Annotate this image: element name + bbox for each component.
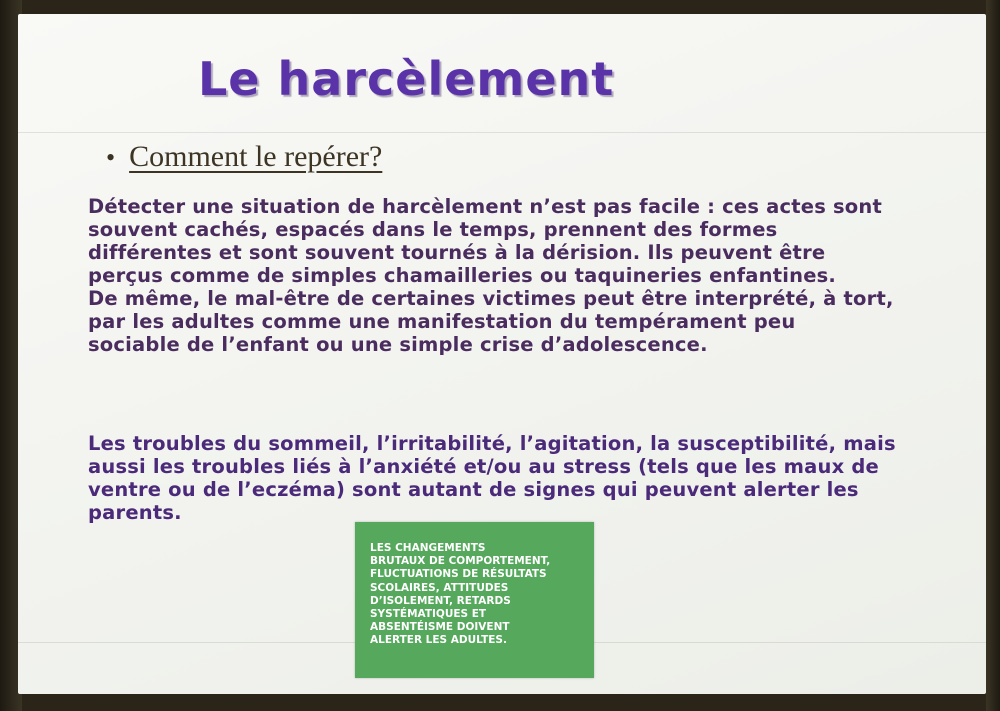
paragraph-line: perçus comme de simples chamailleries ou taquineries enfantines.: [88, 264, 837, 287]
callout-line: BRUTAUX DE COMPORTEMENT,: [370, 555, 551, 568]
paragraph-line: aussi les troubles liés à l’anxiété et/ou au stress (tels que les maux de: [88, 455, 879, 478]
paragraph-line: parents.: [88, 501, 182, 524]
slide-title: Le harcèlement: [198, 52, 615, 106]
paragraph-signs: [88, 432, 948, 524]
callout-line: ALERTER LES ADULTES.: [370, 634, 507, 647]
paragraph-line: Les troubles du sommeil, l’irritabilité, l’agitation, la susceptibilité, mais: [88, 432, 896, 455]
paragraph-line: différentes et sont souvent tournés à la dérision. Ils peuvent être: [88, 241, 826, 264]
bullet-heading-text: Comment le repérer?: [129, 140, 383, 173]
bullet-icon: •: [106, 143, 116, 172]
paragraph-line: ventre ou de l’eczéma) sont autant de signes qui peuvent alerter les: [88, 478, 859, 501]
paragraph-line: souvent cachés, espacés dans le temps, prennent des formes: [88, 218, 778, 241]
callout-line: D’ISOLEMENT, RETARDS: [370, 594, 511, 607]
callout-line: FLUCTUATIONS DE RÉSULTATS: [370, 568, 547, 581]
paragraph-line: Détecter une situation de harcèlement n’est pas facile : ces actes sont: [88, 195, 882, 218]
callout-line: SCOLAIRES, ATTITUDES: [370, 581, 509, 594]
warning-callout-box: [355, 522, 594, 678]
slide-ruled-line: [18, 132, 986, 133]
presentation-slide: [18, 14, 986, 694]
callout-line: LES CHANGEMENTS: [370, 542, 486, 554]
bullet-heading: [106, 140, 382, 174]
projection-frame-right: [986, 0, 1000, 711]
paragraph-line: De même, le mal-être de certaines victimes peut être interprété, à tort,: [88, 287, 894, 310]
callout-text: [370, 542, 550, 648]
callout-line: ABSENTÉISME DOIVENT: [370, 621, 510, 634]
callout-line: SYSTÉMATIQUES ET: [370, 608, 487, 621]
paragraph-detection: [88, 195, 948, 356]
paragraph-line: par les adultes comme une manifestation du tempérament peu: [88, 310, 796, 333]
paragraph-line: sociable de l’enfant ou une simple crise d’adolescence.: [88, 333, 708, 356]
